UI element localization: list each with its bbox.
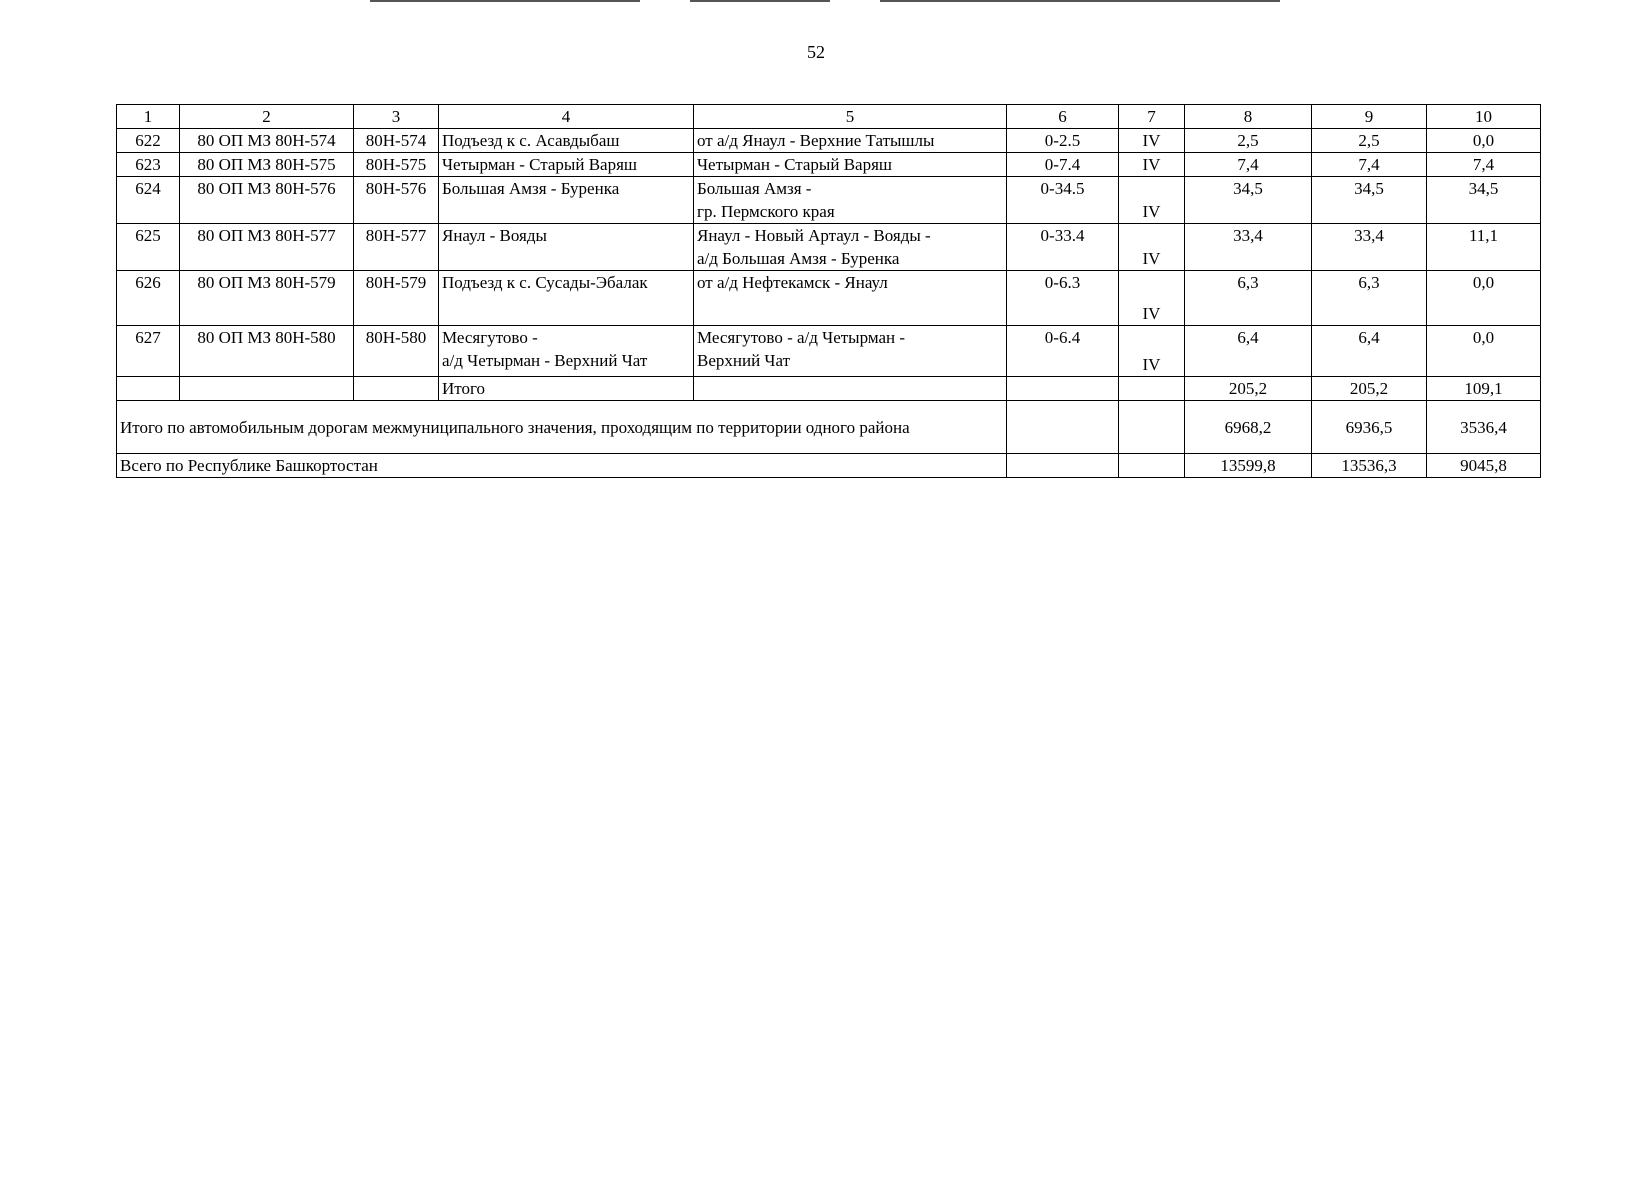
road-name: Большая Амзя - Буренка [439,177,694,224]
value-col10: 11,1 [1427,224,1541,271]
road-route: от а/д Нефтекамск - Янаул [694,271,1007,326]
road-id: 80 ОП МЗ 80Н-575 [180,153,354,177]
table-row [117,271,1541,326]
road-route: Месягутово - а/д Четырман - Верхний Чат [694,326,1007,377]
table-row [117,129,1541,153]
column-number: 7 [1119,105,1185,129]
road-category: IV [1119,224,1185,271]
road-code: 80Н-579 [354,271,439,326]
road-route: Янаул - Новый Артаул - Вояды - а/д Большая Амзя - Буренка [694,224,1007,271]
road-km: 0-6.4 [1007,326,1119,377]
column-number-row [117,105,1541,129]
row-number: 624 [117,177,180,224]
republic-total-label: Всего по Республике Башкортостан [117,454,1007,478]
row-number: 626 [117,271,180,326]
value-col8: 6,3 [1185,271,1312,326]
republic-total-col8: 13599,8 [1185,454,1312,478]
value-col9: 34,5 [1312,177,1427,224]
road-name: Янаул - Вояды [439,224,694,271]
road-category: IV [1119,153,1185,177]
road-route: Большая Амзя - гр. Пермского края [694,177,1007,224]
road-id: 80 ОП МЗ 80Н-579 [180,271,354,326]
road-km: 0-7.4 [1007,153,1119,177]
road-code: 80Н-580 [354,326,439,377]
road-category: IV [1119,177,1185,224]
road-km: 0-6.3 [1007,271,1119,326]
intermunicipal-total-row [117,401,1541,454]
column-number: 2 [180,105,354,129]
column-number: 6 [1007,105,1119,129]
subtotal-col9: 205,2 [1312,377,1427,401]
intermunicipal-total-col8: 6968,2 [1185,401,1312,454]
table-row [117,326,1541,377]
row-number: 625 [117,224,180,271]
value-col10: 0,0 [1427,271,1541,326]
column-number: 1 [117,105,180,129]
table-row [117,224,1541,271]
value-col8: 2,5 [1185,129,1312,153]
value-col10: 7,4 [1427,153,1541,177]
column-number: 10 [1427,105,1541,129]
value-col10: 0,0 [1427,326,1541,377]
road-route: от а/д Янаул - Верхние Татышлы [694,129,1007,153]
road-code: 80Н-577 [354,224,439,271]
subtotal-row [117,377,1541,401]
road-code: 80Н-575 [354,153,439,177]
value-col9: 2,5 [1312,129,1427,153]
table-row [117,153,1541,177]
column-number: 4 [439,105,694,129]
road-id: 80 ОП МЗ 80Н-580 [180,326,354,377]
road-code: 80Н-576 [354,177,439,224]
road-category: IV [1119,271,1185,326]
value-col10: 34,5 [1427,177,1541,224]
road-code: 80Н-574 [354,129,439,153]
value-col9: 6,3 [1312,271,1427,326]
road-name: Подъезд к с. Сусады-Эбалак [439,271,694,326]
value-col9: 33,4 [1312,224,1427,271]
subtotal-col10: 109,1 [1427,377,1541,401]
subtotal-label: Итого [439,377,694,401]
value-col8: 7,4 [1185,153,1312,177]
row-number: 622 [117,129,180,153]
road-id: 80 ОП МЗ 80Н-574 [180,129,354,153]
table-row [117,177,1541,224]
road-name: Месягутово - а/д Четырман - Верхний Чат [439,326,694,377]
road-category: IV [1119,326,1185,377]
republic-total-col9: 13536,3 [1312,454,1427,478]
page-number: 52 [807,42,825,62]
column-number: 9 [1312,105,1427,129]
value-col10: 0,0 [1427,129,1541,153]
column-number: 3 [354,105,439,129]
road-km: 0-33.4 [1007,224,1119,271]
value-col9: 6,4 [1312,326,1427,377]
road-id: 80 ОП МЗ 80Н-577 [180,224,354,271]
roads-table [116,104,1541,478]
subtotal-col8: 205,2 [1185,377,1312,401]
intermunicipal-total-col10: 3536,4 [1427,401,1541,454]
value-col9: 7,4 [1312,153,1427,177]
row-number: 627 [117,326,180,377]
intermunicipal-total-col9: 6936,5 [1312,401,1427,454]
road-route: Четырман - Старый Варяш [694,153,1007,177]
value-col8: 34,5 [1185,177,1312,224]
row-number: 623 [117,153,180,177]
republic-total-row [117,454,1541,478]
column-number: 8 [1185,105,1312,129]
intermunicipal-total-label: Итого по автомобильным дорогам межмуниципального значения, проходящим по территории одного района [117,401,1007,454]
road-km: 0-34.5 [1007,177,1119,224]
column-number: 5 [694,105,1007,129]
road-name: Четырман - Старый Варяш [439,153,694,177]
road-category: IV [1119,129,1185,153]
republic-total-col10: 9045,8 [1427,454,1541,478]
road-id: 80 ОП МЗ 80Н-576 [180,177,354,224]
value-col8: 33,4 [1185,224,1312,271]
value-col8: 6,4 [1185,326,1312,377]
road-km: 0-2.5 [1007,129,1119,153]
road-name: Подъезд к с. Асавдыбаш [439,129,694,153]
